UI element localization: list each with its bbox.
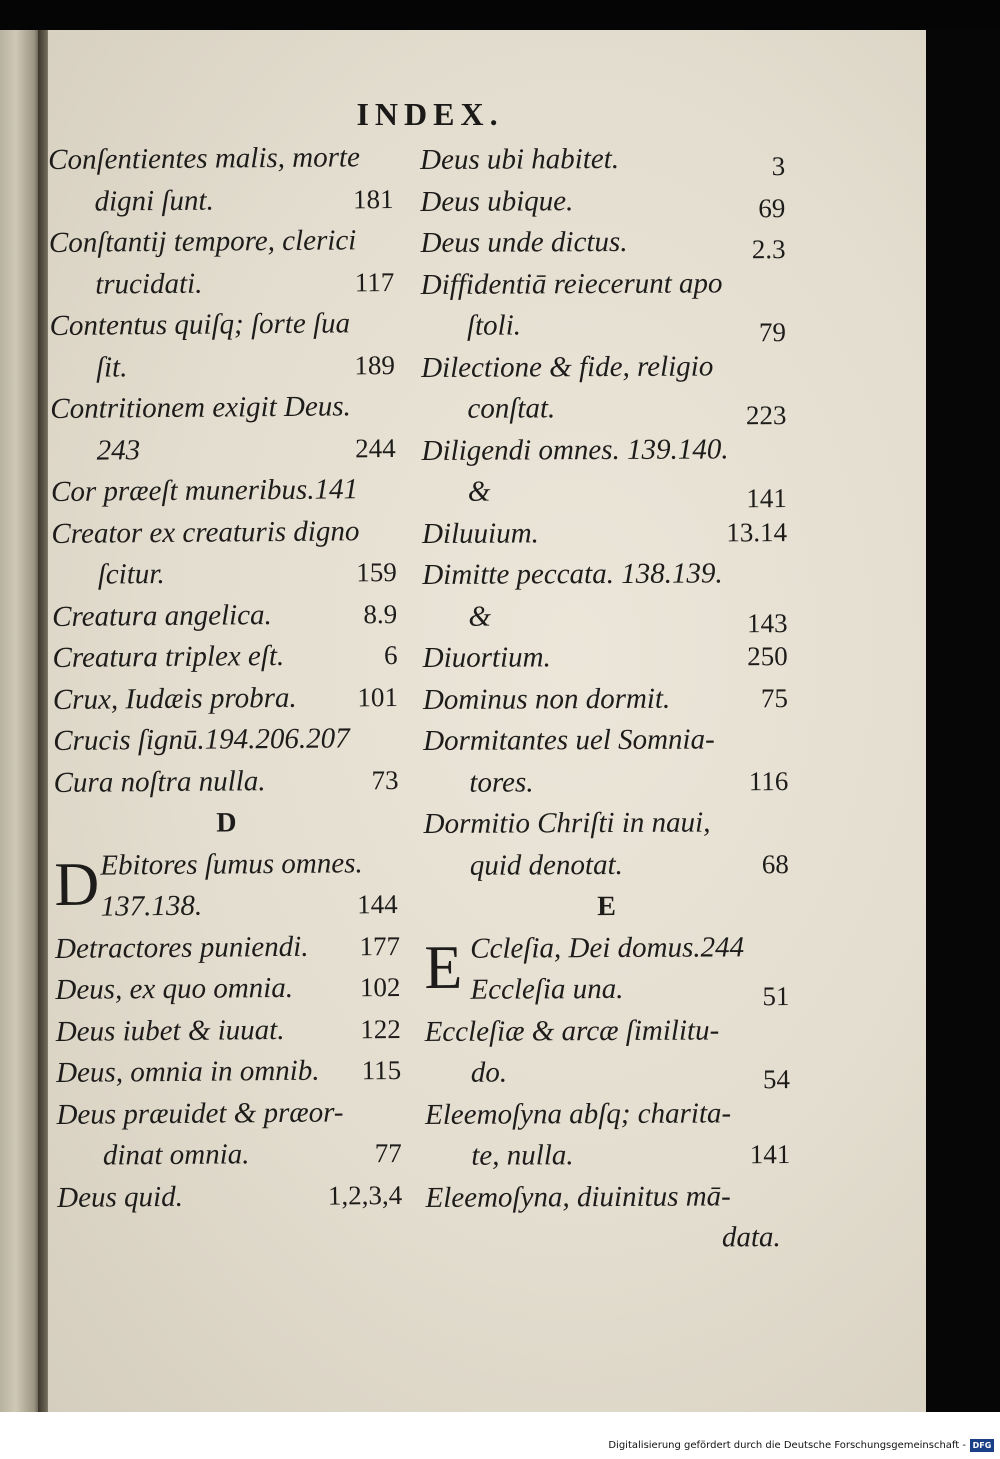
page-reference: 115 xyxy=(361,1054,402,1086)
page-reference: 116 xyxy=(748,765,789,796)
page-reference: 6 xyxy=(383,639,398,671)
page-reference: 189 xyxy=(354,349,396,380)
index-entry-text: & xyxy=(467,475,491,508)
index-line xyxy=(422,553,787,596)
index-entry-text: ſcitur. xyxy=(97,557,165,591)
index-line xyxy=(56,1050,401,1095)
index-entry-text: Cor præeſt muneribus.141 xyxy=(50,473,359,508)
index-line xyxy=(422,470,787,513)
index-entry-text: Ccleſia, Dei domus.244 xyxy=(470,930,745,965)
index-line xyxy=(425,1134,790,1177)
index-entry-text: 243 xyxy=(96,433,141,467)
page-reference: 117 xyxy=(354,266,395,297)
index-entry-text: Contentus quiſq; ſorte ſua xyxy=(49,307,351,342)
index-entry-text: te, nulla. xyxy=(471,1139,574,1172)
page-reference: 13.14 xyxy=(726,516,788,547)
index-entry-text: 137.138. xyxy=(100,889,203,923)
index-line xyxy=(53,759,398,804)
drop-capital: D xyxy=(54,850,100,919)
index-line xyxy=(424,968,789,1011)
index-line xyxy=(57,1133,402,1178)
index-line xyxy=(55,967,400,1012)
index-line xyxy=(423,678,788,721)
page-reference: 77 xyxy=(374,1137,402,1169)
page-reference: 143 xyxy=(746,607,788,638)
index-line xyxy=(421,346,786,389)
index-line xyxy=(423,761,788,804)
index-line xyxy=(421,304,786,347)
index-entry-text: Ebitores ſumus omnes. xyxy=(100,846,363,882)
page-reference: 68 xyxy=(761,848,789,879)
index-entry-text: digni ſunt. xyxy=(94,184,214,218)
index-line xyxy=(422,595,787,638)
index-line xyxy=(420,180,785,223)
index-entry-text: Diluuium. xyxy=(421,516,539,550)
index-entry-text: Dormitantes uel Somnia- xyxy=(423,723,715,757)
index-line xyxy=(50,344,395,389)
index-entry-text: Contritionem exigit Deus. xyxy=(50,390,351,425)
index-line xyxy=(56,1008,401,1053)
index-line xyxy=(420,221,785,264)
index-line xyxy=(55,884,400,929)
index-line xyxy=(421,263,786,306)
index-entry-text: conſtat. xyxy=(467,392,556,425)
page-reference: 177 xyxy=(359,930,401,961)
index-entry-text: tores. xyxy=(469,765,534,799)
index-entry-text: Detractores puniendi. xyxy=(54,930,309,965)
index-entry-text: quid denotat. xyxy=(469,848,623,882)
index-entry-text: Eccleſia una. xyxy=(470,972,624,1006)
index-entry-text: ſit. xyxy=(95,350,128,384)
index-entry-text: ſtoli. xyxy=(466,309,522,342)
index-line xyxy=(57,1174,402,1219)
index-line xyxy=(422,512,787,555)
index-entry-text: Conſtantij tempore, clerici xyxy=(48,224,357,259)
index-line xyxy=(51,510,396,555)
index-entry-text: do. xyxy=(470,1056,508,1089)
page-header: INDEX. xyxy=(356,96,504,132)
index-line xyxy=(56,1091,401,1136)
index-line xyxy=(50,386,395,431)
index-entry-text: Deus ubique. xyxy=(420,184,574,218)
drop-capital: E xyxy=(424,933,463,1002)
scan-border-top xyxy=(0,0,1000,30)
page-reference: 2.3 xyxy=(751,234,786,265)
page-reference: 244 xyxy=(355,432,396,463)
page-reference: 122 xyxy=(360,1013,401,1044)
index-line xyxy=(48,178,393,223)
index-line xyxy=(425,1010,790,1053)
index-entry-text: Deus, omnia in omnib. xyxy=(56,1054,320,1089)
index-entry-text: Creatura triplex eſt. xyxy=(52,639,285,674)
section-letter: D xyxy=(216,807,237,839)
page-reference: 69 xyxy=(758,192,786,223)
index-line xyxy=(423,802,788,845)
index-column-left xyxy=(48,137,402,1219)
index-entry-text: Diligendi omnes. 139.140. xyxy=(421,432,729,467)
index-entry-text: Deus ubi habitet. xyxy=(420,142,620,176)
index-entry-text: & xyxy=(468,600,492,633)
index-column-right xyxy=(420,138,791,1260)
index-entry-text: trucidati. xyxy=(95,267,203,301)
index-entry-text: data. xyxy=(721,1221,781,1254)
index-entry-text: Deus præuidet & præor- xyxy=(56,1095,344,1131)
page-reference: 8.9 xyxy=(363,598,398,629)
index-entry-text: Dilectione & fide, religio xyxy=(421,349,714,384)
index-entry-text: Deus unde dictus. xyxy=(420,225,628,259)
page-reference: 141 xyxy=(749,1139,791,1170)
index-entry-text: Cura noſtra nulla. xyxy=(53,764,266,799)
page-reference: 102 xyxy=(359,971,401,1003)
page-reference: 75 xyxy=(760,682,789,713)
page-reference: 3 xyxy=(771,151,786,182)
index-line xyxy=(49,303,394,348)
page-reference: 1,2,3,4 xyxy=(327,1179,403,1211)
index-line xyxy=(423,636,788,679)
page-reference: 79 xyxy=(758,317,787,348)
index-entry-text: Crucis ſignū.194.206.207 xyxy=(53,722,350,757)
page-reference: 223 xyxy=(745,400,787,431)
index-line xyxy=(426,1217,791,1260)
index-line xyxy=(49,220,394,265)
footer-bar xyxy=(0,1412,1000,1459)
section-letter: E xyxy=(597,890,616,923)
index-line xyxy=(51,427,396,472)
index-entry-text: Dormitio Chriſti in naui, xyxy=(423,806,711,840)
index-line xyxy=(52,635,397,680)
index-entry-text: Deus iubet & iuuat. xyxy=(55,1013,285,1048)
index-line xyxy=(49,261,394,306)
dfg-logo: DFG xyxy=(970,1439,994,1452)
index-line xyxy=(425,1176,790,1219)
digitization-credit: Digitalisierung gefördert durch die Deutsche Forschungsgemeinschaft - xyxy=(608,1440,966,1451)
index-line xyxy=(424,885,789,928)
index-line xyxy=(51,469,396,514)
index-line xyxy=(53,676,398,721)
index-entry-text: Creator ex creaturis digno xyxy=(51,514,360,550)
index-entry-text: Crux, Iudæis probra. xyxy=(52,681,297,716)
index-line xyxy=(424,844,789,887)
index-line xyxy=(52,552,397,597)
adjacent-page-edge xyxy=(0,30,40,1412)
page-reference: 54 xyxy=(762,1064,791,1095)
page-reference: 101 xyxy=(357,681,399,712)
index-entry-text: Eleemoſyna abſq; charita- xyxy=(425,1096,732,1131)
index-line xyxy=(54,801,399,846)
index-line xyxy=(422,429,787,472)
index-line xyxy=(52,593,397,638)
index-line xyxy=(420,138,785,181)
index-entry-text: Dominus non dormit. xyxy=(422,682,671,716)
index-entry-text: Diuortium. xyxy=(422,641,551,674)
index-line xyxy=(425,1093,790,1136)
index-entry-text: Eleemoſyna, diuinitus mā- xyxy=(425,1179,731,1214)
page-reference: 73 xyxy=(371,764,399,795)
index-entry-text: Deus, ex quo omnia. xyxy=(55,971,294,1006)
page-reference: 144 xyxy=(357,888,398,920)
index-line xyxy=(55,925,400,970)
page-reference: 181 xyxy=(352,183,394,214)
index-line xyxy=(421,387,786,430)
index-entry-text: Eccleſiæ & arcæ ſimilitu- xyxy=(424,1013,720,1048)
index-entry-text: Dimitte peccata. 138.139. xyxy=(422,557,723,591)
index-entry-text: Creatura angelica. xyxy=(52,598,272,633)
page-reference: 159 xyxy=(356,556,397,588)
index-entry-text: dinat omnia. xyxy=(102,1138,250,1172)
index-line xyxy=(48,137,393,182)
page-reference: 141 xyxy=(746,483,787,514)
index-line xyxy=(423,719,788,762)
index-entry-text: Diffidentiā reiecerunt apo xyxy=(420,266,723,301)
index-line xyxy=(425,1051,790,1094)
index-entry-text: Deus quid. xyxy=(57,1180,184,1214)
page-reference: 250 xyxy=(747,641,788,672)
index-entry-text: Conſentientes malis, morte xyxy=(48,141,361,176)
page-reference: 51 xyxy=(762,981,790,1012)
index-line xyxy=(53,718,398,763)
